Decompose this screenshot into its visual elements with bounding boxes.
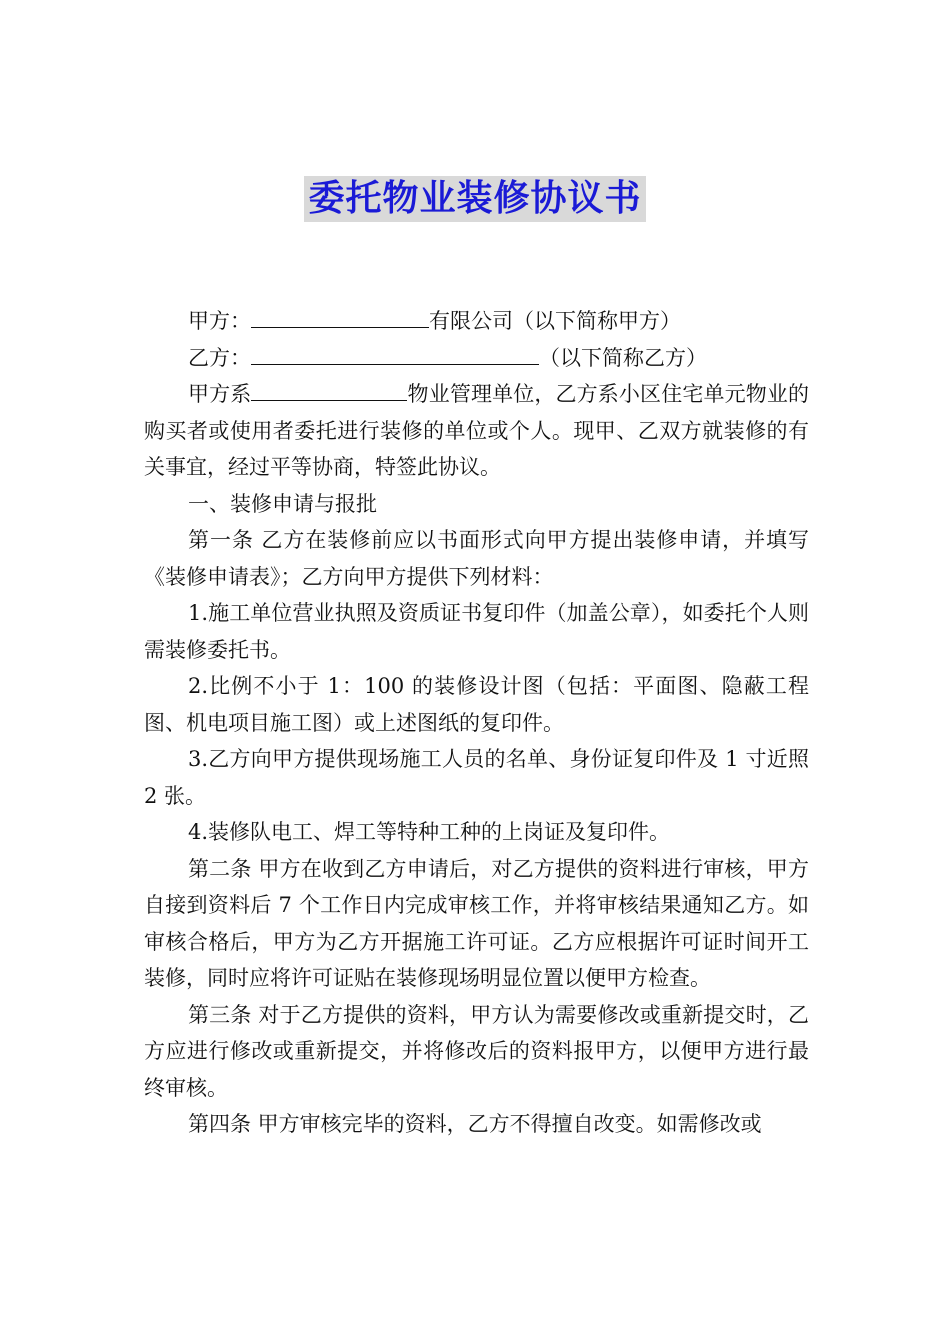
item-2: 2.比例不小于 1：100 的装修设计图（包括：平面图、隐蔽工程图、机电项目施工图）或上述图纸的复印件。	[144, 674, 809, 735]
article-4: 第四条 甲方审核完毕的资料，乙方不得擅自改变。如需修改或	[188, 1112, 762, 1136]
article-1: 第一条 乙方在装修前应以书面形式向甲方提出装修申请，并填写《装修申请表》；乙方向甲方提供下列材料：	[144, 528, 809, 589]
item-1: 1.施工单位营业执照及资质证书复印件（加盖公章），如委托个人则需装修委托书。	[144, 601, 809, 662]
party-b-label: 乙方：	[188, 345, 251, 370]
article-3: 第三条 对于乙方提供的资料，甲方认为需要修改或重新提交时，乙方应进行修改或重新提交，并将修改后的资料报甲方，以便甲方进行最终审核。	[144, 1002, 809, 1100]
party-a-line	[144, 303, 809, 340]
intro-paragraph	[144, 376, 809, 486]
party-b-blank	[251, 340, 539, 365]
intro-prefix: 甲方系	[188, 382, 252, 406]
section-1-heading: 一、装修申请与报批	[188, 491, 377, 516]
title-container	[0, 176, 950, 222]
party-a-blank	[251, 303, 429, 328]
article-2: 第二条 甲方在收到乙方申请后，对乙方提供的资料进行审核，甲方自接到资料后 7 个工作日内完成审核工作，并将审核结果通知乙方。如审核合格后，甲方为乙方开据施工许可证。乙方应根据许可证时间开工装修，同时应将许可证贴在装修现场明显位置以便甲方检查。	[144, 856, 809, 990]
document-title: 委托物业装修协议书	[304, 176, 645, 222]
intro-blank	[251, 376, 407, 401]
intro-text: 物业管理单位，乙方系小区住宅单元物业的购买者或使用者委托进行装修的单位或个人。现甲、乙双方就装修的有关事宜，经过平等协商，特签此协议。	[144, 382, 810, 479]
party-b-suffix: （以下简称乙方）	[539, 345, 707, 370]
item-4: 4.装修队电工、焊工等特种工种的上岗证及复印件。	[188, 820, 671, 844]
item-3: 3.乙方向甲方提供现场施工人员的名单、身份证复印件及 1 寸近照 2 张。	[144, 747, 809, 808]
party-b-line	[144, 340, 809, 377]
document-body	[144, 303, 809, 1143]
party-a-label: 甲方：	[188, 309, 251, 333]
party-a-suffix: 有限公司（以下简称甲方）	[429, 309, 681, 333]
